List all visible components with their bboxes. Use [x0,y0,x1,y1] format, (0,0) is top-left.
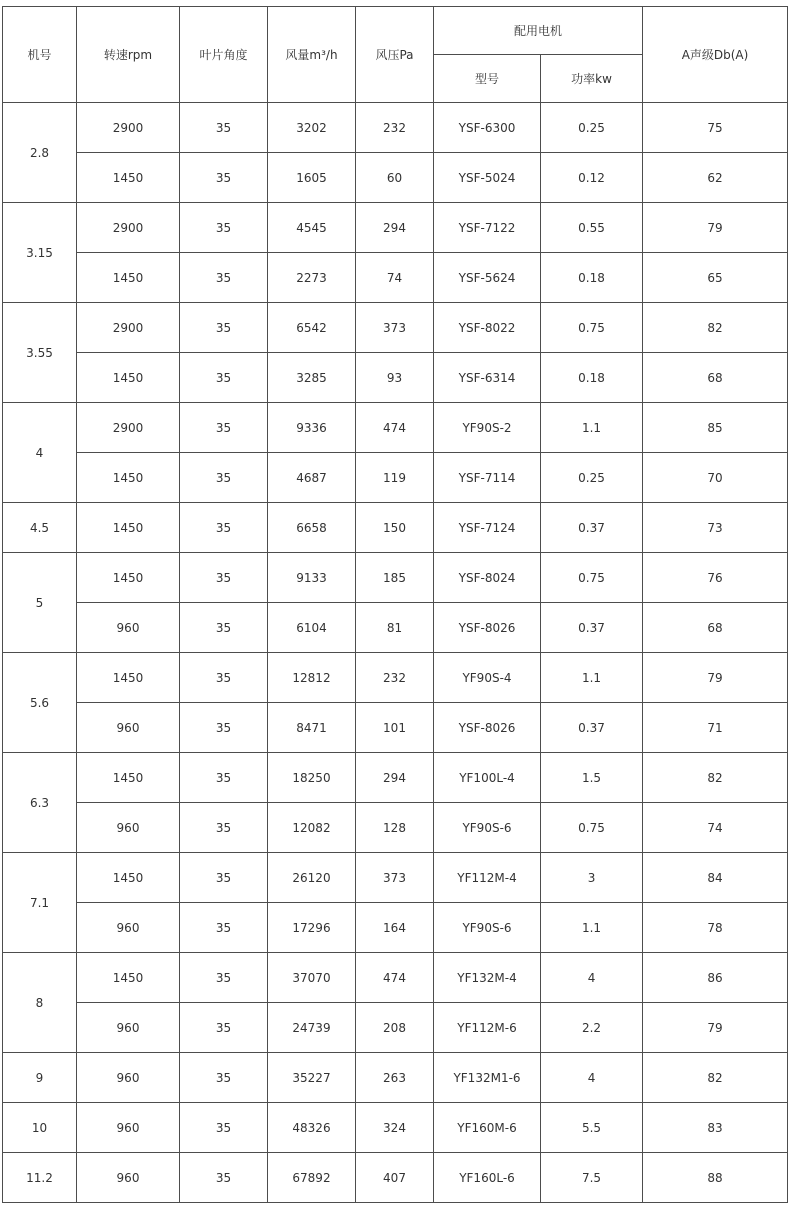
cell-noise: 70 [643,453,788,503]
cell-noise: 88 [643,1153,788,1203]
cell-power: 4 [541,953,643,1003]
cell-motor-type: YF90S-6 [434,803,541,853]
cell-motor-type: YF160M-6 [434,1103,541,1153]
table-row [3,553,788,603]
table-row [3,403,788,453]
cell-blade-angle: 35 [180,553,268,603]
cell-blade-angle: 35 [180,1103,268,1153]
cell-power: 7.5 [541,1153,643,1203]
cell-power: 2.2 [541,1003,643,1053]
cell-speed: 960 [77,703,180,753]
cell-blade-angle: 35 [180,353,268,403]
cell-speed: 1450 [77,153,180,203]
cell-blade-angle: 35 [180,303,268,353]
header-blade-angle: 叶片角度 [180,7,268,103]
cell-motor-type: YF90S-4 [434,653,541,703]
cell-blade-angle: 35 [180,453,268,503]
cell-air-volume: 8471 [268,703,356,753]
cell-air-pressure: 474 [356,403,434,453]
cell-air-volume: 12812 [268,653,356,703]
cell-model: 5 [3,553,77,653]
cell-noise: 84 [643,853,788,903]
cell-motor-type: YSF-7124 [434,503,541,553]
cell-model: 5.6 [3,653,77,753]
table-row [3,1153,788,1203]
cell-model: 7.1 [3,853,77,953]
cell-power: 0.37 [541,603,643,653]
cell-noise: 68 [643,353,788,403]
cell-model: 4.5 [3,503,77,553]
cell-noise: 68 [643,603,788,653]
cell-air-pressure: 294 [356,203,434,253]
cell-speed: 960 [77,1053,180,1103]
header-noise: A声级Db(A) [643,7,788,103]
cell-speed: 960 [77,1153,180,1203]
cell-motor-type: YSF-6300 [434,103,541,153]
cell-air-pressure: 263 [356,1053,434,1103]
cell-speed: 1450 [77,503,180,553]
cell-motor-type: YF90S-6 [434,903,541,953]
cell-noise: 75 [643,103,788,153]
cell-blade-angle: 35 [180,803,268,853]
cell-noise: 79 [643,653,788,703]
cell-air-pressure: 407 [356,1153,434,1203]
cell-power: 0.18 [541,353,643,403]
cell-noise: 76 [643,553,788,603]
cell-air-volume: 6658 [268,503,356,553]
cell-motor-type: YSF-8022 [434,303,541,353]
cell-air-pressure: 93 [356,353,434,403]
table-row [3,303,788,353]
cell-air-volume: 6104 [268,603,356,653]
table-row [3,103,788,153]
cell-blade-angle: 35 [180,153,268,203]
cell-model: 11.2 [3,1153,77,1203]
cell-air-pressure: 101 [356,703,434,753]
table-row [3,953,788,1003]
cell-air-pressure: 164 [356,903,434,953]
table-row [3,1003,788,1053]
header-air-pressure: 风压Pa [356,7,434,103]
cell-blade-angle: 35 [180,253,268,303]
cell-power: 0.37 [541,503,643,553]
cell-air-pressure: 119 [356,453,434,503]
cell-motor-type: YF100L-4 [434,753,541,803]
table-row [3,1053,788,1103]
cell-air-pressure: 150 [356,503,434,553]
cell-air-volume: 6542 [268,303,356,353]
cell-power: 0.12 [541,153,643,203]
cell-power: 0.18 [541,253,643,303]
cell-air-volume: 24739 [268,1003,356,1053]
header-speed: 转速rpm [77,7,180,103]
table-row [3,453,788,503]
cell-speed: 2900 [77,303,180,353]
cell-noise: 65 [643,253,788,303]
header-motor-type: 型号 [434,55,541,103]
cell-blade-angle: 35 [180,853,268,903]
cell-blade-angle: 35 [180,503,268,553]
cell-speed: 960 [77,1003,180,1053]
table-row [3,503,788,553]
cell-noise: 73 [643,503,788,553]
cell-speed: 1450 [77,653,180,703]
cell-model: 9 [3,1053,77,1103]
cell-motor-type: YSF-8024 [434,553,541,603]
cell-air-pressure: 208 [356,1003,434,1053]
cell-blade-angle: 35 [180,103,268,153]
cell-power: 1.1 [541,403,643,453]
table-body [3,103,788,1203]
cell-air-volume: 35227 [268,1053,356,1103]
header-motor-group: 配用电机 [434,7,643,55]
header-air-volume: 风量m³/h [268,7,356,103]
cell-noise: 71 [643,703,788,753]
cell-blade-angle: 35 [180,903,268,953]
fan-spec-table [2,6,788,1203]
cell-air-pressure: 81 [356,603,434,653]
cell-motor-type: YF132M-4 [434,953,541,1003]
table-row [3,203,788,253]
cell-air-volume: 2273 [268,253,356,303]
cell-air-volume: 9336 [268,403,356,453]
cell-model: 3.15 [3,203,77,303]
cell-model: 6.3 [3,753,77,853]
cell-noise: 82 [643,1053,788,1103]
cell-noise: 82 [643,303,788,353]
cell-noise: 82 [643,753,788,803]
cell-speed: 1450 [77,553,180,603]
cell-blade-angle: 35 [180,1003,268,1053]
cell-speed: 960 [77,603,180,653]
cell-blade-angle: 35 [180,703,268,753]
table-row [3,153,788,203]
cell-model: 4 [3,403,77,503]
cell-air-volume: 67892 [268,1153,356,1203]
cell-noise: 79 [643,203,788,253]
cell-motor-type: YSF-5024 [434,153,541,203]
cell-air-volume: 4545 [268,203,356,253]
cell-blade-angle: 35 [180,403,268,453]
cell-air-volume: 4687 [268,453,356,503]
cell-blade-angle: 35 [180,753,268,803]
cell-air-pressure: 324 [356,1103,434,1153]
cell-power: 1.5 [541,753,643,803]
cell-power: 0.25 [541,103,643,153]
cell-noise: 86 [643,953,788,1003]
cell-noise: 62 [643,153,788,203]
cell-speed: 1450 [77,853,180,903]
cell-speed: 960 [77,903,180,953]
cell-speed: 960 [77,803,180,853]
cell-power: 5.5 [541,1103,643,1153]
table-row [3,853,788,903]
header-power: 功率kw [541,55,643,103]
cell-air-volume: 3285 [268,353,356,403]
cell-noise: 78 [643,903,788,953]
cell-motor-type: YSF-6314 [434,353,541,403]
cell-blade-angle: 35 [180,203,268,253]
table-row [3,1103,788,1153]
cell-air-volume: 18250 [268,753,356,803]
table-row [3,653,788,703]
cell-blade-angle: 35 [180,1053,268,1103]
cell-air-volume: 3202 [268,103,356,153]
cell-speed: 2900 [77,203,180,253]
cell-blade-angle: 35 [180,603,268,653]
cell-motor-type: YF112M-6 [434,1003,541,1053]
cell-power: 0.55 [541,203,643,253]
cell-motor-type: YF160L-6 [434,1153,541,1203]
cell-noise: 79 [643,1003,788,1053]
table-row [3,703,788,753]
cell-blade-angle: 35 [180,953,268,1003]
cell-speed: 960 [77,1103,180,1153]
cell-air-volume: 12082 [268,803,356,853]
cell-air-pressure: 232 [356,653,434,703]
cell-power: 3 [541,853,643,903]
cell-power: 0.75 [541,553,643,603]
cell-air-volume: 26120 [268,853,356,903]
cell-motor-type: YF112M-4 [434,853,541,903]
cell-model: 10 [3,1103,77,1153]
cell-motor-type: YSF-7122 [434,203,541,253]
cell-noise: 83 [643,1103,788,1153]
cell-motor-type: YSF-8026 [434,603,541,653]
cell-power: 0.25 [541,453,643,503]
cell-air-pressure: 373 [356,303,434,353]
cell-power: 0.75 [541,803,643,853]
cell-model: 3.55 [3,303,77,403]
cell-air-volume: 37070 [268,953,356,1003]
cell-air-pressure: 373 [356,853,434,903]
cell-noise: 85 [643,403,788,453]
cell-speed: 2900 [77,103,180,153]
cell-air-pressure: 60 [356,153,434,203]
cell-speed: 1450 [77,253,180,303]
cell-air-pressure: 232 [356,103,434,153]
cell-speed: 1450 [77,753,180,803]
cell-noise: 74 [643,803,788,853]
cell-air-volume: 48326 [268,1103,356,1153]
table-row [3,803,788,853]
cell-speed: 1450 [77,453,180,503]
cell-blade-angle: 35 [180,1153,268,1203]
cell-power: 0.75 [541,303,643,353]
cell-air-pressure: 474 [356,953,434,1003]
cell-speed: 2900 [77,403,180,453]
cell-air-volume: 1605 [268,153,356,203]
cell-air-pressure: 74 [356,253,434,303]
cell-speed: 1450 [77,953,180,1003]
cell-blade-angle: 35 [180,653,268,703]
cell-motor-type: YF90S-2 [434,403,541,453]
cell-air-volume: 17296 [268,903,356,953]
cell-power: 4 [541,1053,643,1103]
table-row [3,353,788,403]
cell-motor-type: YSF-7114 [434,453,541,503]
cell-air-pressure: 294 [356,753,434,803]
cell-air-pressure: 185 [356,553,434,603]
cell-motor-type: YF132M1-6 [434,1053,541,1103]
table-row [3,903,788,953]
header-model: 机号 [3,7,77,103]
cell-air-pressure: 128 [356,803,434,853]
cell-air-volume: 9133 [268,553,356,603]
cell-model: 8 [3,953,77,1053]
cell-speed: 1450 [77,353,180,403]
table-row [3,603,788,653]
table-row [3,753,788,803]
table-row [3,253,788,303]
cell-power: 0.37 [541,703,643,753]
cell-power: 1.1 [541,653,643,703]
cell-power: 1.1 [541,903,643,953]
cell-motor-type: YSF-5624 [434,253,541,303]
cell-model: 2.8 [3,103,77,203]
cell-motor-type: YSF-8026 [434,703,541,753]
